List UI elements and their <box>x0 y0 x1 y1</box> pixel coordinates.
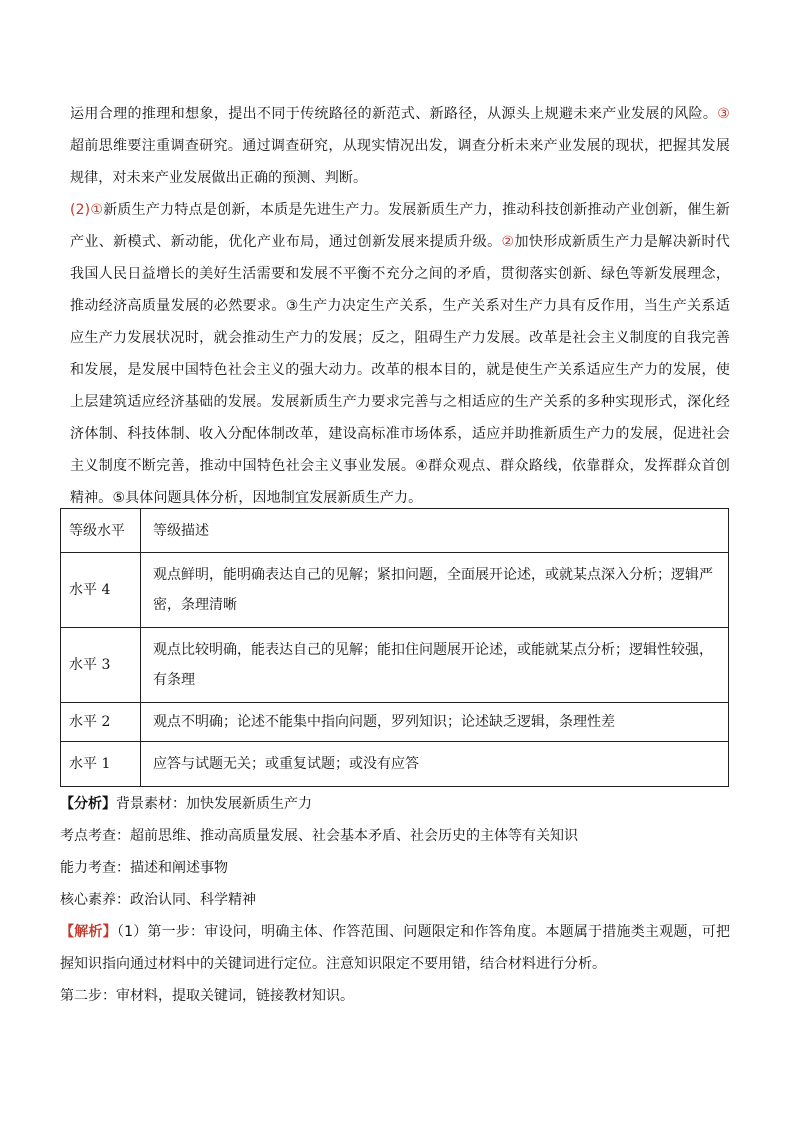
item-marker-3: ③ <box>717 106 730 122</box>
question-2-marker: (2)① <box>70 202 104 218</box>
level-cell: 水平 4 <box>61 553 141 628</box>
analysis-text: 背景素材：加快发展新质生产力 <box>116 796 312 812</box>
paragraph-1 <box>70 98 730 194</box>
table-row <box>61 553 729 628</box>
table-row <box>61 742 729 787</box>
analysis-tag: 【分析】 <box>60 796 116 812</box>
step-2-line: 第二步：审材料，提取关键词，链接教材知识。 <box>60 988 354 1004</box>
table-row <box>61 703 729 742</box>
level-cell: 水平 1 <box>61 742 141 787</box>
explanation-line <box>60 916 730 980</box>
header-level: 等级水平 <box>61 509 141 553</box>
table-header-row <box>61 509 729 553</box>
paragraph-1-text: 运用合理的推理和想象，提出不同于传统路径的新范式、新路径，从源头上规避未来产业发展的风险。 <box>70 106 718 122</box>
header-description: 等级描述 <box>141 509 729 553</box>
description-cell: 观点比较明确，能表达自己的见解；能扣住问题展开论述，或能就某点分析；逻辑性较强，有条理 <box>141 628 729 703</box>
paragraph-2-text: 新质生产力特点是创新，本质是先进生产力。发展新质生产力，推动科技创新推动产业创新，催生新产业、新模式、新动能，优化产业布局，通过创新发展来提质升级。 <box>70 202 730 250</box>
explanation-text: （1）第一步：审设问，明确主体、作答范围、问题限定和作答角度。本题属于措施类主观题，可把握知识指向通过材料中的关键词进行定位。注意知识限定不要用错，结合材料进行分析。 <box>60 924 730 972</box>
ability-line: 能力考查：描述和阐述事物 <box>60 860 228 876</box>
paragraph-2-text-2: 加快形成新质生产力是解决新时代我国人民日益增长的美好生活需要和发展不平衡不充分之间的矛盾，贯彻落实创新、绿色等新发展理念，推动经济高质量发展的必然要求。③生产力决定生产关系，生产关系对生产力具有反作用，当生产关系适应生产力发展状况时，就会推动生产力的发展；反之，阻碍生产力发展。改革是社会主义制度的自我完善和发展，是发展中国特色社会主义的强大动力。改革的根本目的，就是使生产关系适应生产力的发展，使上层建筑适应经济基础的发展。发展新质生产力要求完善与之相适应的生产关系的多种实现形式，深化经济体制、科技体制、收入分配体制改革，建设高标准市场体系，适应并助推新质生产力的发展，促进社会主义制度不断完善，推动中国特色社会主义事业发展。④群众观点、群众路线，依靠群众，发挥群众首创精神。⑤具体问题具体分析，因地制宜发展新质生产力。 <box>70 234 730 506</box>
level-cell: 水平 3 <box>61 628 141 703</box>
description-cell: 应答与试题无关；或重复试题；或没有应答 <box>141 742 729 787</box>
explanation-tag: 【解析】 <box>60 924 117 940</box>
table-row <box>61 628 729 703</box>
analysis-line <box>60 788 730 820</box>
core-literacy-line: 核心素养：政治认同、科学精神 <box>60 892 256 908</box>
analysis-section <box>60 788 730 1012</box>
description-cell: 观点不明确；论述不能集中指向问题，罗列知识；论述缺乏逻辑，条理性差 <box>141 703 729 742</box>
paragraph-1-text-2: 超前思维要注重调查研究。通过调查研究，从现实情况出发，调查分析未来产业发展的现状，把握其发展规律，对未来产业发展做出正确的预测、判断。 <box>70 138 730 186</box>
item-marker-2: ② <box>501 234 515 250</box>
grading-table <box>60 508 729 787</box>
description-cell: 观点鲜明，能明确表达自己的见解；紧扣问题，全面展开论述，或就某点深入分析；逻辑严密，条理清晰 <box>141 553 729 628</box>
level-cell: 水平 2 <box>61 703 141 742</box>
answer-body <box>70 98 730 514</box>
paragraph-2 <box>70 194 730 514</box>
exam-points-line: 考点考查：超前思维、推动高质量发展、社会基本矛盾、社会历史的主体等有关知识 <box>60 828 578 844</box>
